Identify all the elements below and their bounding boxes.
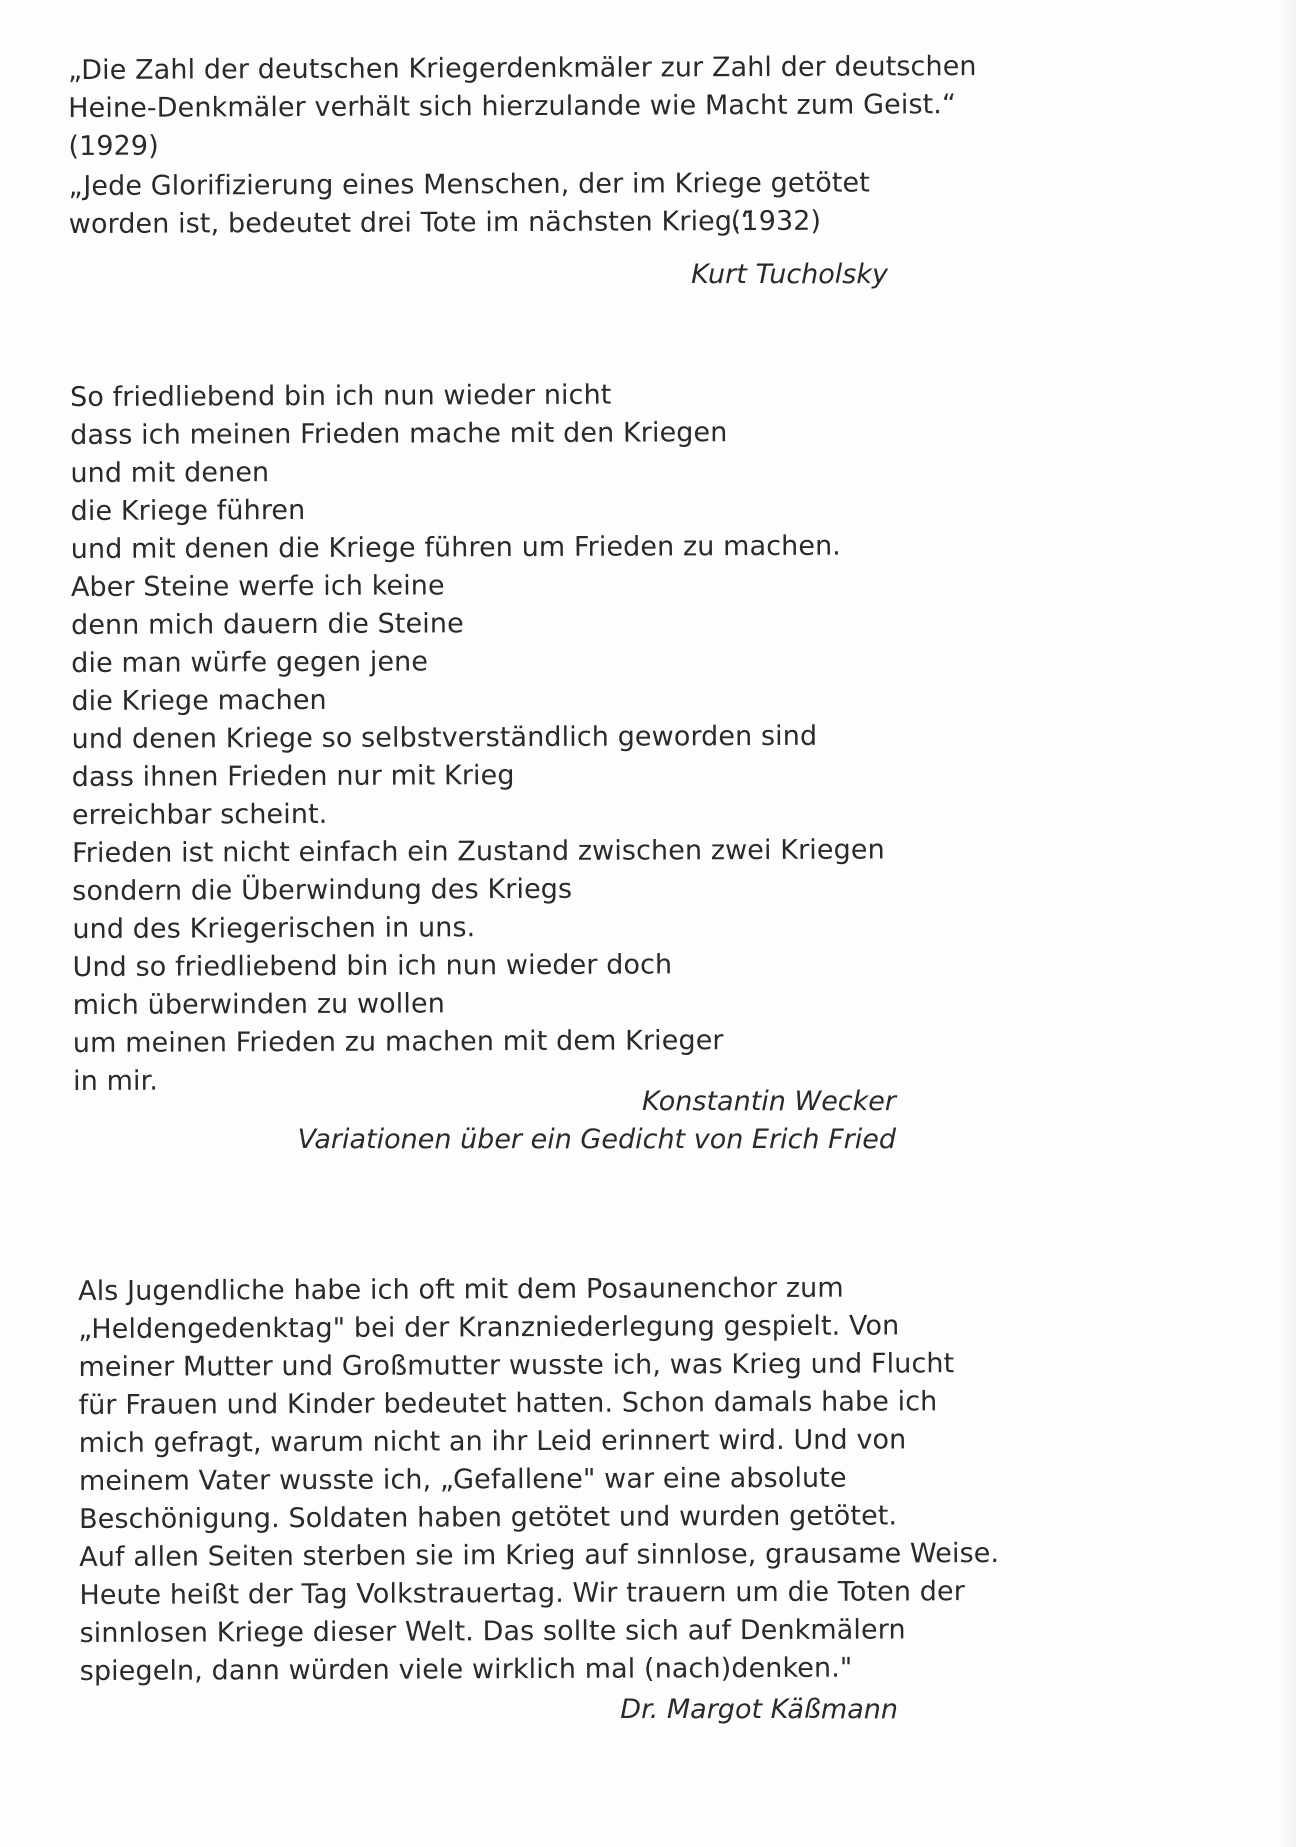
author-tucholsky: Kurt Tucholsky [691,259,888,290]
poem-line: die man würfe gegen jene [71,646,429,679]
poem-line: dass ich meinen Frieden mache mit den Kriegen [70,417,728,451]
quote-line: Heine-Denkmäler verhält sich hierzulande wie Macht zum Geist.“ [68,89,957,124]
poem-line: die Kriege führen [70,494,306,527]
poem-line: und mit denen die Kriege führen um Frieden zu machen. [70,530,842,565]
quote-line: Als Jugendliche habe ich oft mit dem Posaunenchor zum [78,1272,844,1307]
poem-line: mich überwinden zu wollen [72,988,445,1021]
poem-line: erreichbar scheint. [71,798,328,831]
poem-line: So friedliebend bin ich nun wieder nicht [70,379,612,413]
quote-line: meinem Vater wusste ich, „Gefallene" war eine absolute [78,1462,847,1497]
author-kaessmann: Dr. Margot Käßmann [620,1694,898,1725]
tucholsky-quotes [68,48,977,244]
poem-line: Und so friedliebend bin ich nun wieder doch [72,949,673,983]
poem-line: sondern die Überwindung des Kriegs [72,873,573,907]
quote-line: Beschönigung. Soldaten haben getötet und wurden getötet. [79,1500,898,1535]
poem-line: Aber Steine werfe ich keine [70,570,445,603]
quote-line: Heute heißt der Tag Volkstrauertag. Wir trauern um die Toten der [79,1576,965,1611]
poem-line: in mir. [72,1065,159,1097]
poem-line: und mit denen [70,457,270,489]
quote-line: mich gefragt, warum nicht an ihr Leid erinnert wird. Und von [78,1424,907,1459]
quote-line: sinnlosen Kriege dieser Welt. Das sollte sich auf Denkmälern [79,1614,906,1649]
poem-line: um meinen Frieden zu machen mit dem Krieger [72,1025,724,1059]
quote-year: (1929) [68,130,159,162]
poem [70,375,886,1101]
quote-line: für Frauen und Kinder bedeutet hatten. Schon damals habe ich [78,1386,938,1421]
kaessmann-quote [78,1269,1000,1691]
quote-line-with-year [69,202,978,244]
poem-line: dass ihnen Frieden nur mit Krieg [71,760,515,793]
poem-line: und denen Kriege so selbstverständlich geworden sind [71,720,818,755]
page-edge [1278,0,1296,1847]
quote-line: „Jede Glorifizierung eines Menschen, der im Kriege getötet [68,167,870,202]
poem-line: denn mich dauern die Steine [71,608,464,641]
poem-source: Variationen über ein Gedicht von Erich Fried [297,1124,896,1155]
poem-line: die Kriege machen [71,684,327,717]
poem-line: Frieden ist nicht einfach ein Zustand zwischen zwei Kriegen [72,834,885,869]
quote-line: worden ist, bedeutet drei Tote im nächsten Krieg.“ [68,206,755,240]
quote-line: Auf allen Seiten sterben sie im Krieg auf sinnlose, grausame Weise. [79,1537,1000,1573]
quote-line: „Heldengedenktag" bei der Kranzniederlegung gespielt. Von [78,1310,900,1345]
quote-year: (1932) [730,205,822,238]
quote-line: spiegeln, dann würden viele wirklich mal (nach)denken." [79,1652,853,1687]
quote-line: „Die Zahl der deutschen Kriegerdenkmäler zur Zahl der deutschen [68,51,977,86]
author-wecker: Konstantin Wecker [642,1086,896,1117]
quote-line: meiner Mutter und Großmutter wusste ich, was Krieg und Flucht [78,1348,955,1383]
poem-line: und des Kriegerischen in uns. [72,912,476,945]
